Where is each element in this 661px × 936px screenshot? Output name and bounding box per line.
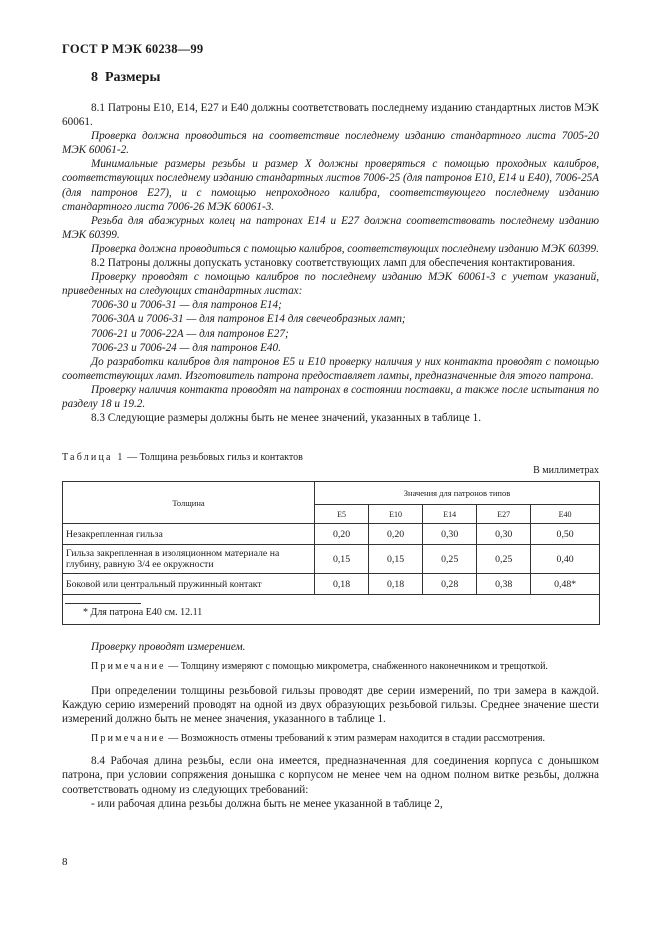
- table-cell: 0,30: [477, 524, 531, 545]
- table-row: [63, 545, 600, 574]
- section-number: 8: [91, 70, 98, 85]
- table-header-type: Е14: [423, 505, 477, 524]
- body-text: [62, 101, 599, 425]
- table-cell: 0,28: [423, 574, 477, 595]
- table-header-name: Толщина: [63, 482, 315, 524]
- table-header-type: Е40: [531, 505, 600, 524]
- table-cell: 0,48*: [531, 574, 600, 595]
- table-units: В миллиметрах: [533, 465, 599, 476]
- paragraph-measure: Проверку проводят измерением.: [91, 641, 246, 653]
- note-label: Примечание: [91, 661, 166, 673]
- paragraph-8-4: 8.4 Рабочая длина резьбы, если она имеется, предназначенная для соединения корпуса с донышком патрона, при условии сопряжения донышка с корпусом не менее чем на одном полном витке резьбы, должна соответствовать одному из следующих требований:: [62, 755, 599, 796]
- table-footnote-cell: [63, 595, 600, 625]
- table-cell: 0,38: [477, 574, 531, 595]
- table-cell: 0,15: [369, 545, 423, 574]
- paragraph-8-1: 8.1 Патроны Е10, Е14, Е27 и Е40 должны соответствовать последнему изданию стандартных листов МЭК 60061.: [62, 102, 599, 129]
- table-cell-name: Гильза закрепленная в изоляционном материале на глубину, равную 3/4 ее окружности: [63, 545, 315, 574]
- table-cell-name: Незакрепленная гильза: [63, 524, 315, 545]
- paragraph-8-3: 8.3 Следующие размеры должны быть не менее значений, указанных в таблице 1.: [91, 412, 482, 425]
- section-title-text: Размеры: [105, 70, 161, 85]
- document-header: ГОСТ Р МЭК 60238—99: [62, 42, 204, 56]
- paragraph-thickness: При определении толщины резьбовой гильзы проводят две серии измерений, по три замера в каждой. Каждую серию измерений проводят на одной из двух образующих резьбовой гильзы. Среднее значение шести измерений должно быть не менее значения, указанного в таблице 1.: [62, 685, 599, 726]
- table-cell: 0,30: [423, 524, 477, 545]
- paragraph-shade-ring: Резьба для абажурных колец на патронах Е14 и Е27 должна соответствовать последнему изданию МЭК 60399.: [62, 214, 599, 241]
- table-cell: 0,25: [423, 545, 477, 574]
- table-row: [63, 574, 600, 595]
- lower-text: [62, 640, 599, 811]
- note-text: — Толщину измеряют с помощью микрометра, снабженного наконечником и трещоткой.: [165, 661, 548, 673]
- table-cell: 0,25: [477, 545, 531, 574]
- thickness-table: [62, 481, 600, 625]
- note-2: [62, 732, 599, 745]
- note-1: [62, 660, 599, 673]
- list-item: 7006-21 и 7006-22А — для патронов Е27;: [91, 327, 289, 340]
- table-cell: 0,18: [315, 574, 369, 595]
- table-row: [63, 524, 600, 545]
- table-header-group: Значения для патронов типов: [315, 482, 600, 505]
- paragraph-8-2: 8.2 Патроны должны допускать установку соответствующих ламп для обеспечения контактирования.: [91, 257, 576, 270]
- table-footnote: * Для патрона Е40 см. 12.11: [83, 607, 203, 618]
- paragraph-gauges: Проверку проводят с помощью калибров по последнему изданию МЭК 60061-3 с учетом указаний, приведенных на следующих стандартных листах:: [62, 271, 599, 298]
- table-cell: 0,15: [315, 545, 369, 574]
- table-cell: 0,50: [531, 524, 600, 545]
- table-caption-text: — Толщина резьбовых гильз и контактов: [124, 452, 303, 463]
- table-cell-name: Боковой или центральный пружинный контакт: [63, 574, 315, 595]
- table-cell: 0,18: [369, 574, 423, 595]
- paragraph-min-sizes: Минимальные размеры резьбы и размер X должны проверяться с помощью проходных калибров, соответствующих последнему изданию стандартных листов 7006-25 (для патронов Е10, Е14 и Е40), 7006-25А (для патронов Е27), и с помощью непроходного калибра, соответствующего последнему изданию стандартного листа 7006-26 МЭК 60061-3.: [62, 158, 599, 213]
- table-header-type: Е5: [315, 505, 369, 524]
- list-item: 7006-23 и 7006-24 — для патронов Е40.: [91, 341, 281, 354]
- table-header-type: Е27: [477, 505, 531, 524]
- footnote-divider: [65, 603, 141, 604]
- paragraph-e5-e10: До разработки калибров для патронов Е5 и Е10 проверку наличия у них контакта проводят с помощью соответствующих ламп. Изготовитель патрона предоставляет лампы, предназначенные для этого патрона.: [62, 355, 599, 382]
- table-caption: [62, 452, 303, 463]
- paragraph-contact-check: Проверку наличия контакта проводят на патронах в состоянии поставки, а также после испытания по разделу 18 и 19.2.: [62, 383, 599, 410]
- page-number: 8: [62, 856, 68, 868]
- table-cell: 0,40: [531, 545, 600, 574]
- bullet-item: - или рабочая длина резьбы должна быть не менее указанной в таблице 2,: [91, 797, 443, 810]
- paragraph-check-7005: Проверка должна проводиться на соответствие последнему изданию стандартного листа 7005-20 МЭК 60061-2.: [62, 130, 599, 157]
- table-header-type: Е10: [369, 505, 423, 524]
- table-caption-label: Таблица 1: [62, 452, 125, 463]
- table-cell: 0,20: [369, 524, 423, 545]
- list-item: 7006-30А и 7006-31 — для патронов Е14 для свечеобразных ламп;: [91, 313, 406, 326]
- paragraph-check-60399: Проверка должна проводиться с помощью калибров, соответствующих последнему изданию МЭК 60399.: [91, 242, 599, 255]
- list-item: 7006-30 и 7006-31 — для патронов Е14;: [91, 299, 282, 312]
- table-cell: 0,20: [315, 524, 369, 545]
- section-title: [91, 70, 160, 86]
- note-label: Примечание: [91, 733, 166, 745]
- note-text: — Возможность отмены требований к этим размерам находится в стадии рассмотрения.: [165, 733, 546, 745]
